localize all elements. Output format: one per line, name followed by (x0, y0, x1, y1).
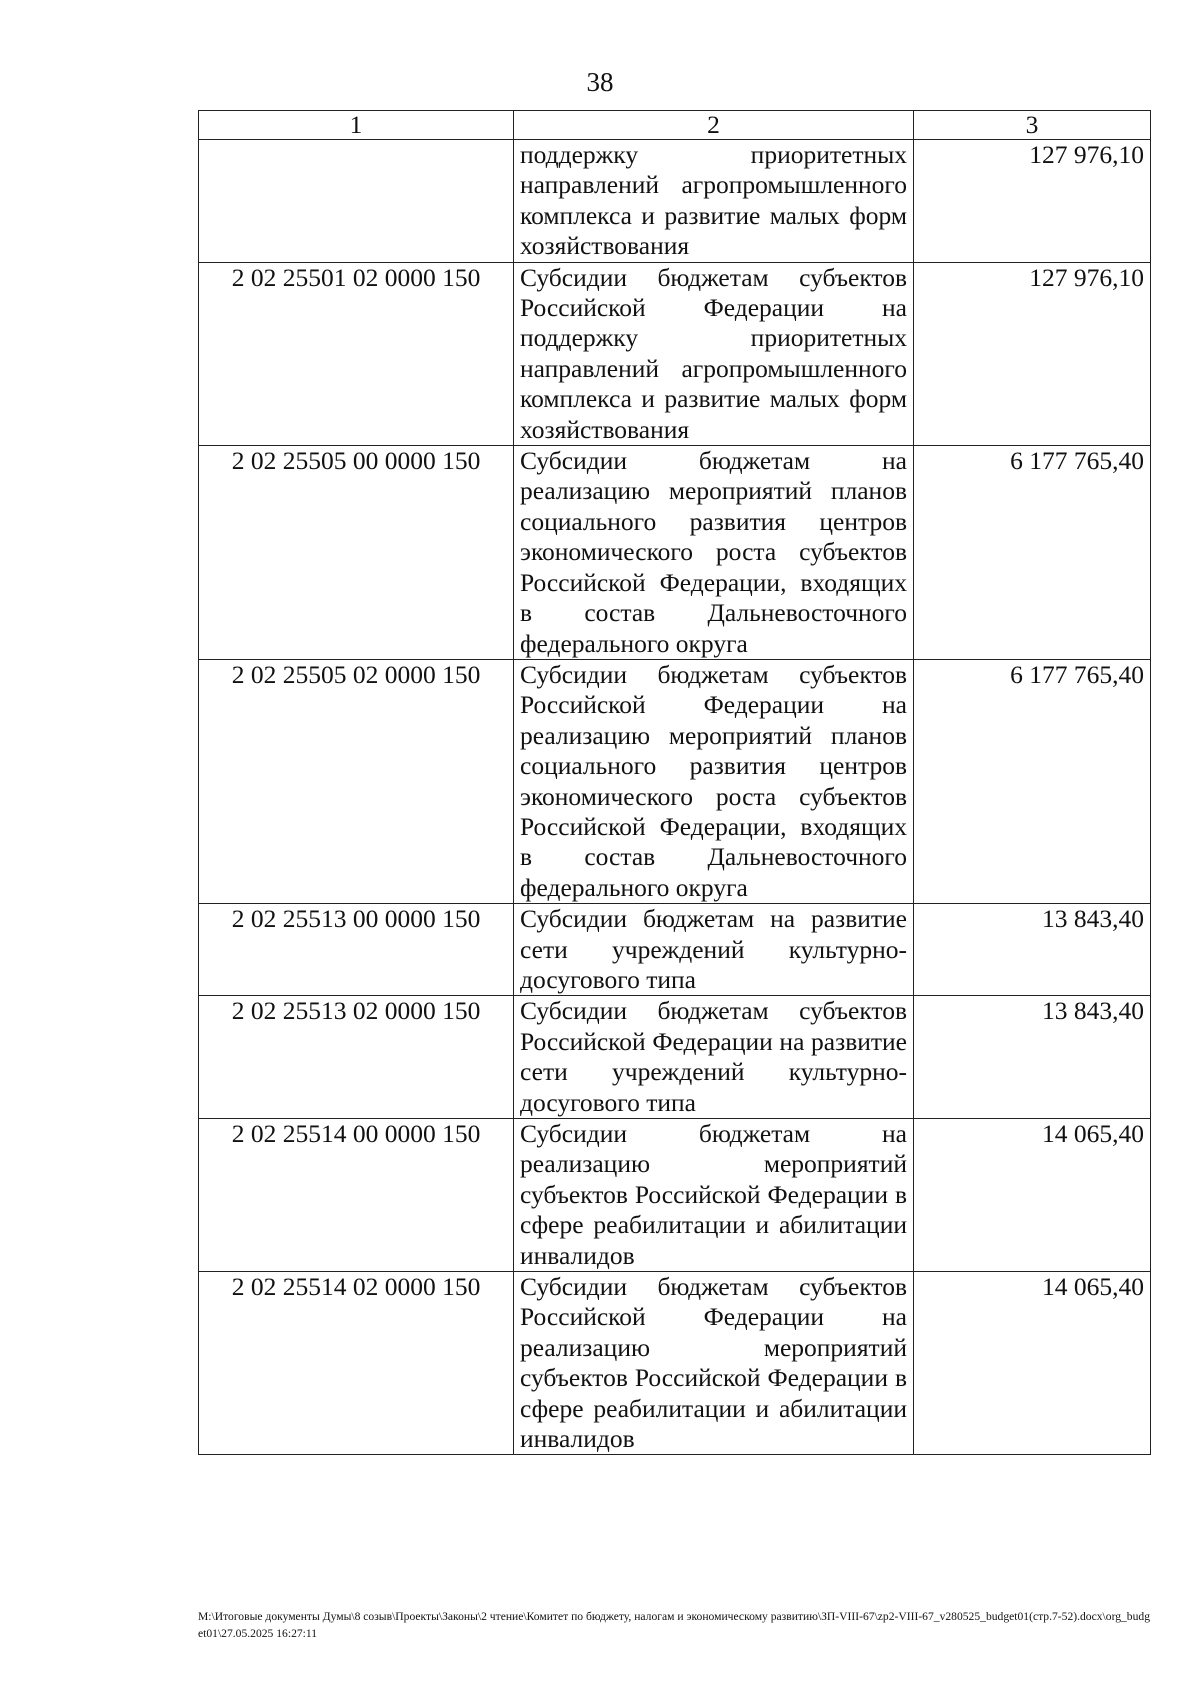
table-row (199, 1272, 1151, 1455)
row-description: Субсидии бюджетам на реализацию мероприятий субъектов Российской Федерации в сфере реабилитации и абилитации инвалидов (514, 1119, 914, 1272)
row-description: Субсидии бюджетам субъектов Российской Федерации на развитие сети учреждений культурно-досугового типа (514, 996, 914, 1119)
row-amount: 14 065,40 (914, 1272, 1151, 1455)
row-amount: 14 065,40 (914, 1119, 1151, 1272)
row-description: Субсидии бюджетам субъектов Российской Федерации на поддержку приоритетных направлений агропромышленного комплекса и развитие малых форм хозяйствования (514, 262, 914, 445)
row-code: 2 02 25505 00 0000 150 (199, 446, 514, 660)
table-row (199, 996, 1151, 1119)
row-description: Субсидии бюджетам субъектов Российской Федерации на реализацию мероприятий планов социального развития центров экономического роста субъектов Российской Федерации, входящих в состав Дальневосточного федерального округа (514, 659, 914, 903)
page-number: 38 (586, 67, 614, 97)
table-row (199, 1119, 1151, 1272)
row-amount: 13 843,40 (914, 904, 1151, 996)
budget-table (198, 110, 1151, 1455)
row-amount: 127 976,10 (914, 262, 1151, 445)
row-description: поддержку приоритетных направлений агропромышленного комплекса и развитие малых форм хозяйствования (514, 140, 914, 263)
row-code: 2 02 25501 02 0000 150 (199, 262, 514, 445)
table-header-row (199, 111, 1151, 140)
table-row (199, 446, 1151, 660)
row-amount: 6 177 765,40 (914, 446, 1151, 660)
table-row (199, 262, 1151, 445)
footer-file-path: М:\Итоговые документы Думы\8 созыв\Проекты\Законы\2 чтение\Комитет по бюджету, налогам и экономическому развитию\ЗП-VIII-67\zp2-VIII-67_v280525_budget01(стр.7-52).docx\org_budget01\27.05.2025 16:27:11 (198, 1610, 1150, 1640)
row-description: Субсидии бюджетам субъектов Российской Федерации на реализацию мероприятий субъектов Российской Федерации в сфере реабилитации и абилитации инвалидов (514, 1272, 914, 1455)
row-description: Субсидии бюджетам на развитие сети учреждений культурно-досугового типа (514, 904, 914, 996)
row-amount: 6 177 765,40 (914, 659, 1151, 903)
row-amount: 127 976,10 (914, 140, 1151, 263)
table-row (199, 659, 1151, 903)
row-code: 2 02 25505 02 0000 150 (199, 659, 514, 903)
row-code: 2 02 25513 02 0000 150 (199, 996, 514, 1119)
row-code: 2 02 25513 00 0000 150 (199, 904, 514, 996)
column-header-2: 2 (514, 111, 914, 140)
row-code: 2 02 25514 02 0000 150 (199, 1272, 514, 1455)
row-amount: 13 843,40 (914, 996, 1151, 1119)
table-row (199, 140, 1151, 263)
row-code (199, 140, 514, 263)
column-header-1: 1 (199, 111, 514, 140)
column-header-3: 3 (914, 111, 1151, 140)
table-row (199, 904, 1151, 996)
row-description: Субсидии бюджетам на реализацию мероприятий планов социального развития центров экономического роста субъектов Российской Федерации, входящих в состав Дальневосточного федерального округа (514, 446, 914, 660)
row-code: 2 02 25514 00 0000 150 (199, 1119, 514, 1272)
